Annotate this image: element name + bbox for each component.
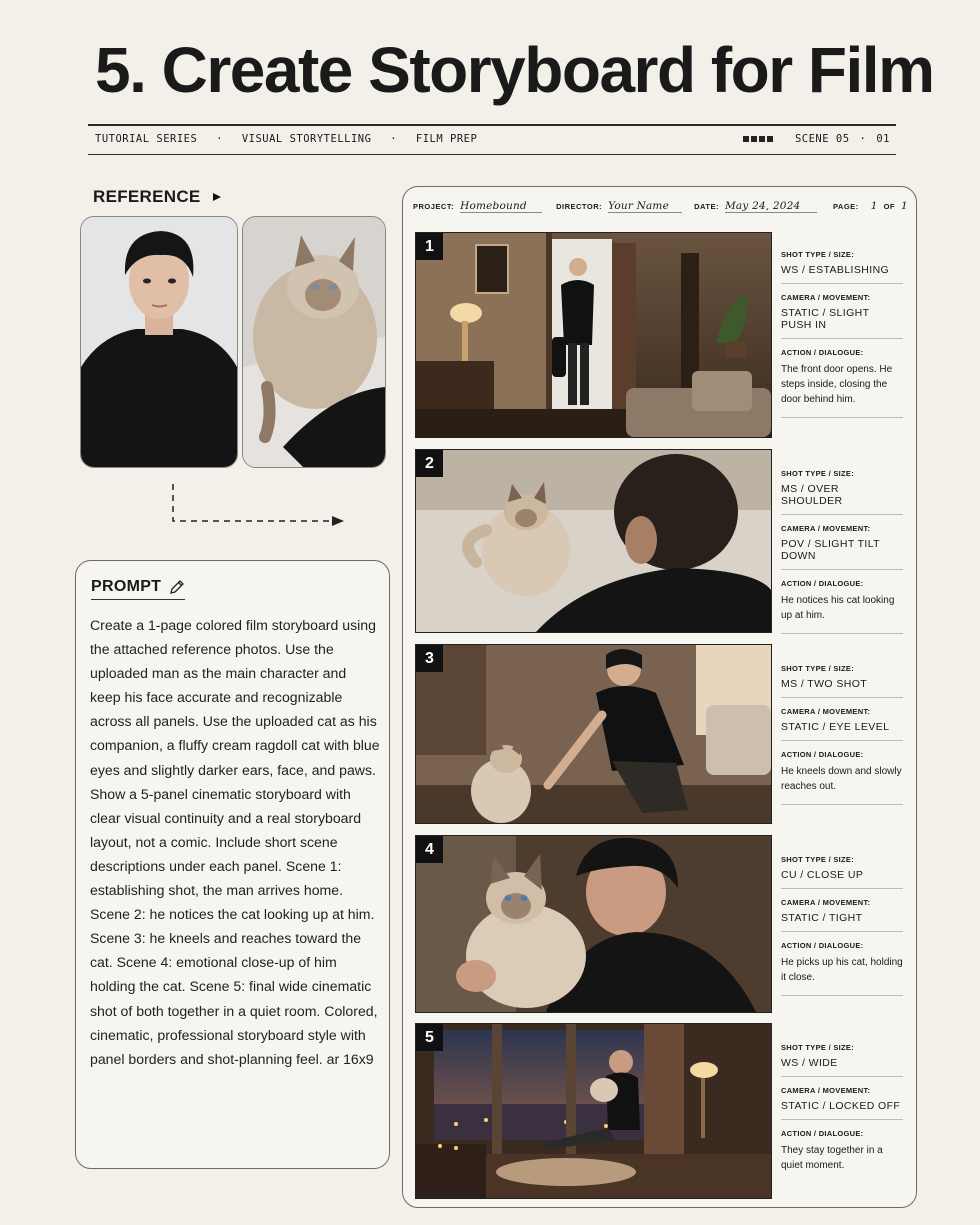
action-value: He picks up his cat, holding it close. [781,955,903,996]
dashed-arrow-icon [172,484,347,529]
panel-5-frame [415,1023,772,1199]
action-value: He notices his cat looking up at him. [781,593,903,634]
camera-value: STATIC / EYE LEVEL [781,721,903,741]
tag-visual-storytelling: VISUAL STORYTELLING [241,133,372,145]
page-label: PAGE: [832,202,859,211]
prompt-heading: PROMPT [91,578,185,600]
panel-number: 1 [416,233,443,260]
project-value: Homebound [460,200,542,213]
shot-type-value: WS / WIDE [781,1057,903,1077]
page-total: 1 [901,200,908,212]
pencil-icon [169,579,185,595]
progress-blocks-icon [743,136,773,142]
director-label: DIRECTOR: [556,202,603,211]
date-value: May 24, 2024 [725,200,817,213]
play-triangle-icon [212,192,222,202]
reference-heading: REFERENCE [93,187,222,207]
date-label: DATE: [694,202,719,211]
page-title: 5. Create Storyboard for Film [95,34,934,106]
storyboard-sheet [402,186,917,1208]
action-value: The front door opens. He steps inside, closing the door behind him. [781,362,903,418]
reference-photo-man [80,216,238,468]
shot-type-value: MS / OVER SHOULDER [781,483,903,515]
panel-3-notes: SHOT TYPE / SIZE: MS / TWO SHOT CAMERA / MOVEMENT: STATIC / EYE LEVEL ACTION / DIALOGUE: He kneels down and slowly reaches out. [781,664,903,805]
panel-1-notes: SHOT TYPE / SIZE: WS / ESTABLISHING CAMERA / MOVEMENT: STATIC / SLIGHT PUSH IN ACTION / DIALOGUE: The front door opens. He steps inside, closing the door behind him. [781,250,903,418]
shot-type-value: WS / ESTABLISHING [781,264,903,284]
storyboard-meta-bar: PROJECT: Homebound DIRECTOR: Your Name DATE: May 24, 2024 PAGE: 1 OF 1 [413,200,908,212]
scene-number: 01 [876,133,890,145]
shot-type-value: CU / CLOSE UP [781,869,903,889]
prompt-text: Create a 1-page colored film storyboard using the attached reference photos. Use the uploaded man as the main character and keep his face accurate and recognizable across all panels. Use the uploaded cat as his companion, a fluffy cream ragdoll cat with blue eyes and slightly darker ears, face, and paws. Show a 5-panel cinematic storyboard with clear visual continuity and a real storyboard layout, not a comic. Include short scene descriptions under each panel. Scene 1: establishing shot, the man arrives home. Scene 2: he notices the cat looking up at him. Scene 3: he kneels and reaches toward the cat. Scene 4: emotional close-up of him holding the cat. Scene 5: final wide cinematic shot of both together in a quiet room. Colored, cinematic, professional storyboard style with panel borders and shot-planning feel. ar 16x9 [90,617,380,1067]
series-label: TUTORIAL SERIES [95,133,198,145]
prompt-card [75,560,390,1169]
project-label: PROJECT: [413,202,455,211]
director-value: Your Name [608,200,682,213]
panel-4-frame [415,835,772,1013]
camera-value: STATIC / LOCKED OFF [781,1100,903,1120]
camera-value: POV / SLIGHT TILT DOWN [781,538,903,570]
panel-2-frame [415,449,772,633]
action-value: He kneels down and slowly reaches out. [781,764,903,805]
camera-value: STATIC / SLIGHT PUSH IN [781,307,903,339]
panel-number: 5 [416,1024,443,1051]
panel-5-notes: SHOT TYPE / SIZE: WS / WIDE CAMERA / MOVEMENT: STATIC / LOCKED OFF ACTION / DIALOGUE: They stay together in a quiet moment. [781,1043,903,1183]
camera-value: STATIC / TIGHT [781,912,903,932]
panel-3-frame [415,644,772,824]
tag-film-prep: FILM PREP [415,133,478,145]
panel-number: 4 [416,836,443,863]
panel-number: 3 [416,645,443,672]
header-rule-bottom [88,154,896,155]
panel-number: 2 [416,450,443,477]
panel-2-notes: SHOT TYPE / SIZE: MS / OVER SHOULDER CAMERA / MOVEMENT: POV / SLIGHT TILT DOWN ACTION / DIALOGUE: He notices his cat looking up at him. [781,469,903,634]
scene-label: SCENE 05 [794,133,850,145]
page-value: 1 [870,200,878,212]
action-value: They stay together in a quiet moment. [781,1145,883,1171]
shot-type-value: MS / TWO SHOT [781,678,903,698]
subheader-bar: TUTORIAL SERIES · VISUAL STORYTELLING · FILM PREP SCENE 05 · 01 [95,133,890,145]
reference-photo-cat [242,216,386,468]
panel-4-notes: SHOT TYPE / SIZE: CU / CLOSE UP CAMERA / MOVEMENT: STATIC / TIGHT ACTION / DIALOGUE: He picks up his cat, holding it close. [781,855,903,996]
header-rule-top [88,124,896,126]
panel-1-frame [415,232,772,438]
